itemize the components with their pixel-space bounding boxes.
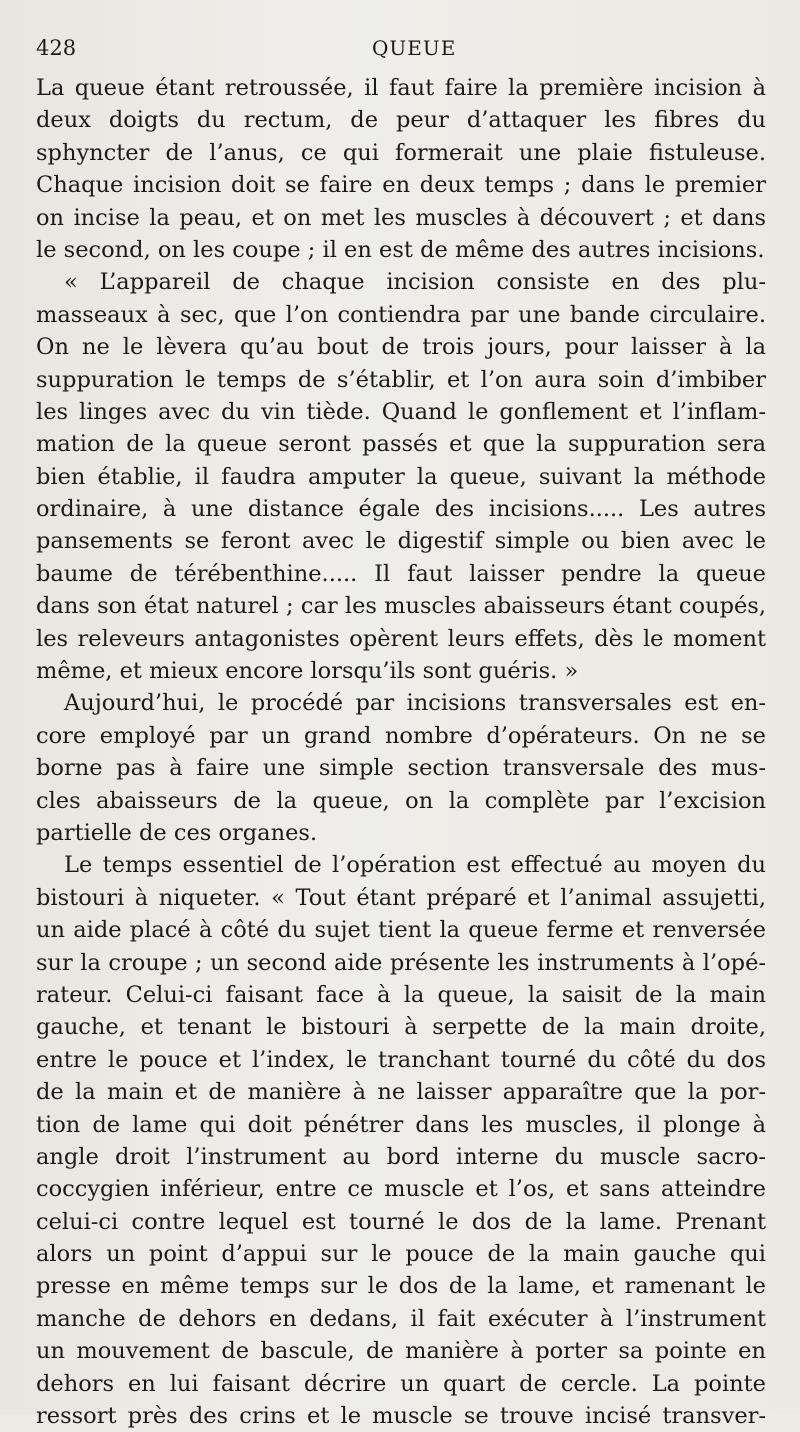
text-line: manche de dehors en dedans, il fait exécuter à l’instrument	[36, 1305, 766, 1332]
text-line: dans son état naturel ; car les muscles abaisseurs étant coupés,	[36, 593, 766, 620]
text-line: on incise la peau, et on met les muscles à découvert ; et dans	[36, 204, 766, 231]
text-line: ressort près des crins et le muscle se trouve incisé transver-	[36, 1403, 766, 1430]
text-line: suppuration le temps de s’établir, et l’on aura soin d’imbiber	[36, 366, 766, 393]
text-line: Aujourd’hui, le procédé par incisions transversales est en-	[64, 690, 766, 717]
text-line: bistouri à niqueter. « Tout étant préparé et l’animal assujetti,	[36, 884, 766, 911]
text-line: tion de lame qui doit pénétrer dans les muscles, il plonge à	[36, 1111, 766, 1138]
text-line: mation de la queue seront passés et que la suppuration sera	[36, 431, 766, 458]
text-line: core employé par un grand nombre d’opérateurs. On ne se	[36, 722, 766, 749]
text-line: La queue étant retroussée, il faut faire la première incision à	[36, 75, 766, 101]
text-line: alors un point d’appui sur le pouce de la main gauche qui	[36, 1241, 766, 1268]
text-line: sphyncter de l’anus, ce qui formerait une plaie fistuleuse.	[36, 139, 766, 166]
text-line: masseaux à sec, que l’on contiendra par une bande circulaire.	[36, 301, 766, 328]
text-line: bien établie, il faudra amputer la queue, suivant la méthode	[36, 463, 766, 490]
text-line: partielle de ces organes.	[36, 819, 318, 846]
text-line: dehors en lui faisant décrire un quart de cercle. La pointe	[36, 1370, 766, 1397]
text-line: coccygien inférieur, entre ce muscle et l’os, et sans atteindre	[36, 1176, 766, 1203]
text-line: deux doigts du rectum, de peur d’attaquer les fibres du	[36, 107, 766, 134]
body-text	[36, 72, 766, 1432]
text-line: pansements se feront avec le digestif simple ou bien avec le	[36, 528, 766, 555]
text-line: sur la croupe ; un second aide présente les instruments à l’opé-	[36, 949, 766, 976]
text-line: gauche, et tenant le bistouri à serpette de la main droite,	[36, 1014, 766, 1041]
page-header	[36, 36, 766, 64]
running-title: QUEUE	[372, 36, 457, 60]
text-line: les releveurs antagonistes opèrent leurs effets, dès le moment	[36, 625, 766, 652]
text-line: presse en même temps sur le dos de la lame, et ramenant le	[36, 1273, 766, 1300]
text-line: cles abaisseurs de la queue, on la complète par l’excision	[36, 787, 766, 814]
text-line: un aide placé à côté du sujet tient la queue ferme et renversée	[36, 917, 766, 944]
text-line: rateur. Celui-ci faisant face à la queue, la saisit de la main	[36, 981, 766, 1008]
text-line: baume de térébenthine..... Il faut laisser pendre la queue	[36, 560, 766, 587]
text-line: le second, on les coupe ; il en est de même des autres incisions.	[36, 236, 765, 263]
text-line: Le temps essentiel de l’opération est effectué au moyen du	[64, 852, 766, 879]
text-line: celui-ci contre lequel est tourné le dos de la lame. Prenant	[36, 1208, 766, 1235]
text-line: « L’appareil de chaque incision consiste en des plu-	[64, 269, 766, 296]
text-line: même, et mieux encore lorsqu’ils sont guéris. »	[36, 658, 579, 685]
text-line: les linges avec du vin tiède. Quand le gonflement et l’inflam-	[36, 398, 766, 425]
text-line: de la main et de manière à ne laisser apparaître que la por-	[36, 1079, 766, 1106]
text-line: un mouvement de bascule, de manière à porter sa pointe en	[36, 1338, 766, 1365]
page-number: 428	[36, 36, 77, 60]
text-line: angle droit l’instrument au bord interne du muscle sacro-	[36, 1143, 766, 1170]
text-line: borne pas à faire une simple section transversale des mus-	[36, 755, 766, 782]
text-line: Chaque incision doit se faire en deux temps ; dans le premier	[36, 172, 766, 199]
text-line: ordinaire, à une distance égale des incisions..... Les autres	[36, 496, 766, 523]
text-line: entre le pouce et l’index, le tranchant tourné du côté du dos	[36, 1046, 766, 1073]
text-line: On ne le lèvera qu’au bout de trois jours, pour laisser à la	[36, 334, 766, 361]
